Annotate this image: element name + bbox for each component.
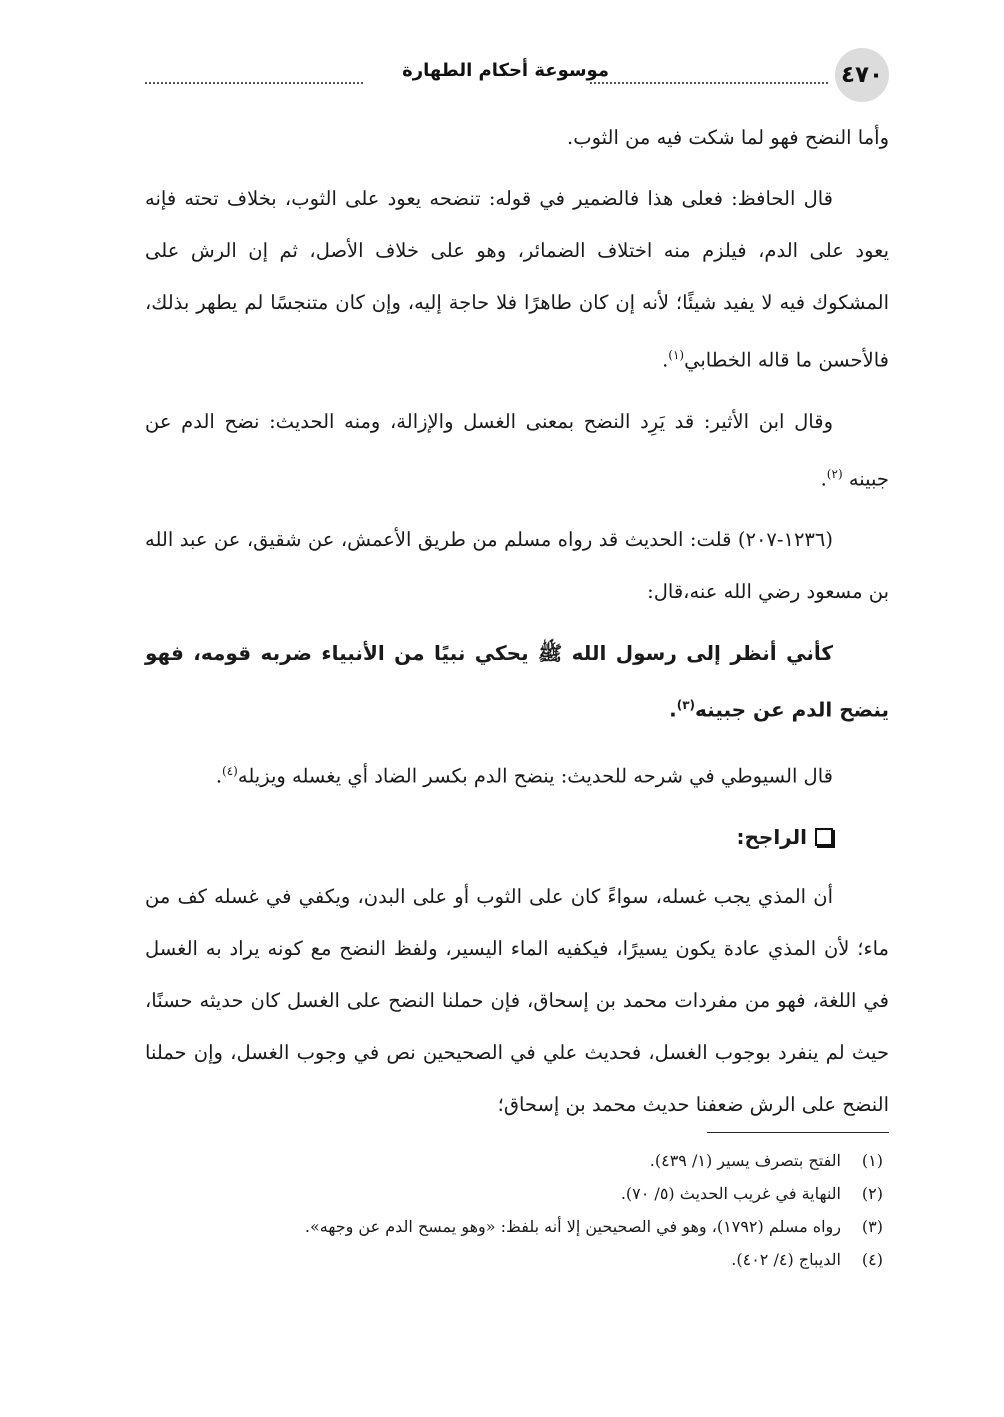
page-number-badge: ٤٧٠ (835, 48, 889, 102)
footnote-ref[interactable]: (٣) (676, 698, 696, 712)
footnote-number: (٤) (861, 1250, 883, 1269)
footnote-text: رواه مسلم (١٧٩٢)، وهو في الصحيحين إلا أنه بلفظ: «وهو يمسح الدم عن وجهه». (304, 1217, 841, 1236)
paragraph-text: قال السيوطي في شرحه للحديث: ينضح الدم بكسر الضاد أي يغسله ويزيله (237, 764, 833, 788)
footnote-number: (١) (861, 1151, 883, 1170)
footnote-item (145, 1150, 889, 1172)
footnote-ref[interactable]: (٢) (826, 466, 843, 481)
paragraph (145, 871, 889, 1131)
header-dotted-rule-left (145, 82, 363, 84)
book-title: موسوعة أحكام الطهارة (402, 60, 609, 81)
paragraph: وقال ابن الأثير: قد يَرِد النضح بمعنى الغسل والإزالة، ومنه الحديث: نضح الدم عن جبينه $^{(٢)}$. (145, 409, 889, 490)
paragraph (145, 112, 889, 164)
section-heading-text: الراجح: (736, 825, 807, 850)
footnote-item (145, 1216, 889, 1238)
hadith-text: كأني أنظر إلى رسول الله ﷺ يحكي نبيًا من الأنبياء ضربه قومه، فهو ينضح الدم عن جبينه (145, 641, 889, 722)
footnotes (145, 1150, 889, 1282)
footnote-item (145, 1249, 889, 1271)
paragraph: قال الحافظ: فعلى هذا فالضمير في قوله: تنضحه يعود على الثوب، بخلاف تحته فإنه يعود على الدم، فيلزم منه اختلاف الضمائر، وهو على خلاف الأصل، ثم إن الرش على المشكوك فيه لا يفيد شيئًا؛ لأنه إن كان طاهرًا فلا حاجة إليه، وإن كان متنجسًا لم يطهر بذلك، فالأحسن ما قاله الخطابي$^{(١)}$. (145, 187, 889, 372)
footnote-item (145, 1183, 889, 1205)
footnote-number: (٣) (861, 1217, 883, 1236)
page-header (0, 46, 1004, 102)
checkbox-square-icon (815, 828, 833, 846)
paragraph-text: أن المذي يجب غسله، سواءً كان على الثوب أو على البدن، ويكفي في غسله كف من ماء؛ لأن المذي عادة يكون يسيرًا، فيكفيه الماء اليسير، ولفظ النضح مع كونه يراد به الغسل في اللغة، فهو من مفردات محمد بن إسحاق، فإن حملنا النضح على الغسل كان حديثه حسنًا، حيث لم ينفرد بوجوب الغسل، فحديث علي في الصحيحين نص في وجوب الغسل، وإن حملنا النضح على الرش ضعفنا حديث محمد بن إسحاق؛ (145, 885, 889, 1117)
paragraph: قال السيوطي في شرحه للحديث: ينضح الدم بكسر الضاد أي يغسله ويزيله$^{(٤)}$. (215, 763, 833, 788)
footnote-ref[interactable]: (١) (668, 348, 685, 362)
paragraph-text: (١٢٣٦-٢٠٧) قلت: الحديث قد رواه مسلم من طريق الأعمش، عن شقيق، عن عبد الله بن مسعود رضي الله عنه،قال: (145, 528, 889, 603)
section-heading (145, 811, 889, 863)
hadith-quote: كأني أنظر إلى رسول الله ﷺ يحكي نبيًا من الأنبياء ضربه قومه، فهو ينضح الدم عن جبينه$^{(٣)}$. (145, 641, 889, 722)
paragraph (145, 514, 889, 618)
paragraph-text: قال الحافظ: فعلى هذا فالضمير في قوله: تنضحه يعود على الثوب، بخلاف تحته فإنه يعود على الدم، فيلزم منه اختلاف الضمائر، وهو على خلاف الأصل، ثم إن الرش على المشكوك فيه لا يفيد شيئًا؛ لأنه إن كان طاهرًا فلا حاجة إليه، وإن كان متنجسًا لم يطهر بذلك، فالأحسن ما قاله الخطابي (145, 187, 889, 372)
footnote-separator (707, 1132, 889, 1133)
footnote-ref[interactable]: (٤) (222, 763, 238, 778)
footnote-text: الفتح بتصرف يسير (١/ ٤٣٩). (649, 1151, 841, 1170)
footnote-text: الديباج (٤/ ٤٠٢). (731, 1250, 841, 1269)
footnote-number: (٢) (861, 1184, 883, 1203)
page-body (145, 112, 889, 1140)
paragraph-text: وقال ابن الأثير: قد يَرِد النضح بمعنى الغسل والإزالة، ومنه الحديث: نضح الدم عن جبينه (145, 409, 889, 490)
footnote-text: النهاية في غريب الحديث (٥/ ٧٠). (620, 1184, 841, 1203)
header-dotted-rule-right (590, 82, 828, 84)
paragraph-text: وأما النضح فهو لما شكت فيه من الثوب. (567, 126, 889, 149)
